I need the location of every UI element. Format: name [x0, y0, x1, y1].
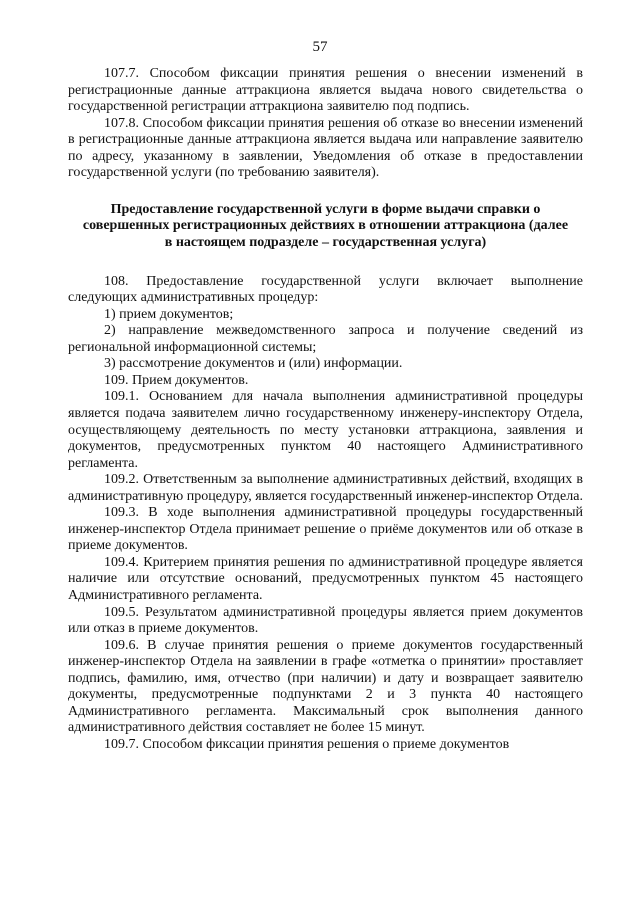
paragraph-109-4: 109.4. Критерием принятия решения по административной процедуре является наличие или отсутствие оснований, предусмотренных пунктом 45 настоящего Административного регламента.	[68, 554, 583, 603]
paragraph-109-1: 109.1. Основанием для начала выполнения административной процедуры является подача заявителем лично государственному инженеру-инспектору Отдела, осуществляющему деятельность по месту установки аттракциона, заявления и документов, предусмотренных пунктом 40 настоящего Административного регламента.	[68, 389, 583, 471]
paragraph-109-7: 109.7. Способом фиксации принятия решения о приеме документов	[104, 736, 510, 752]
document-body	[68, 66, 583, 753]
paragraph-109-5: 109.5. Результатом административной процедуры является прием документов или отказ в приеме документов.	[68, 604, 583, 637]
list-item-2: 2) направление межведомственного запроса и получение сведений из региональной информационной системы;	[68, 323, 583, 355]
page-number: 57	[312, 39, 328, 55]
list-item-1: 1) прием документов;	[104, 306, 234, 322]
paragraph-109-3: 109.3. В ходе выполнения административной процедуры государственный инженер-инспектор Отдела принимает решение о приёме документов или об отказе в приеме документов.	[68, 505, 583, 554]
list-item-3: 3) рассмотрение документов и (или) информации.	[104, 356, 403, 372]
paragraph-109-2: 109.2. Ответственным за выполнение административных действий, входящих в административную процедуру, является государственный инженер-инспектор Отдела.	[68, 472, 583, 504]
paragraph-109-6: 109.6. В случае принятия решения о приеме документов государственный инженер-инспектор Отдела на заявлении в графе «отметка о принятии» проставляет подпись, фамилию, имя, отчество (при наличии) и дату и возвращает заявителю документы, предусмотренные подпунктами 2 и 3 пункта 40 настоящего Административного регламента. Максимальный срок выполнения данного административного действия составляет не более 15 минут.	[68, 637, 583, 736]
paragraph-108: 108. Предоставление государственной услуги включает выполнение следующих административных процедур:	[68, 273, 583, 306]
paragraph-107-8: 107.8. Способом фиксации принятия решения об отказе во внесении изменений в регистрационные данные аттракциона является выдача или направление заявителю по адресу, указанному в заявлении, Уведомления об отказе в предоставлении государственной услуги (по требованию заявителя).	[68, 115, 583, 181]
paragraph-109: 109. Прием документов.	[104, 372, 249, 388]
section-heading: Предоставление государственной услуги в форме выдачи справки о совершенных регистрационных действиях в отношении аттракциона (далее в настоящем подразделе – государственная услуга)	[82, 201, 569, 251]
paragraph-107-7: 107.7. Способом фиксации принятия решения о внесении изменений в регистрационные данные аттракциона является выдача нового свидетельства о государственной регистрации аттракциона заявителю под подпись.	[68, 66, 583, 115]
